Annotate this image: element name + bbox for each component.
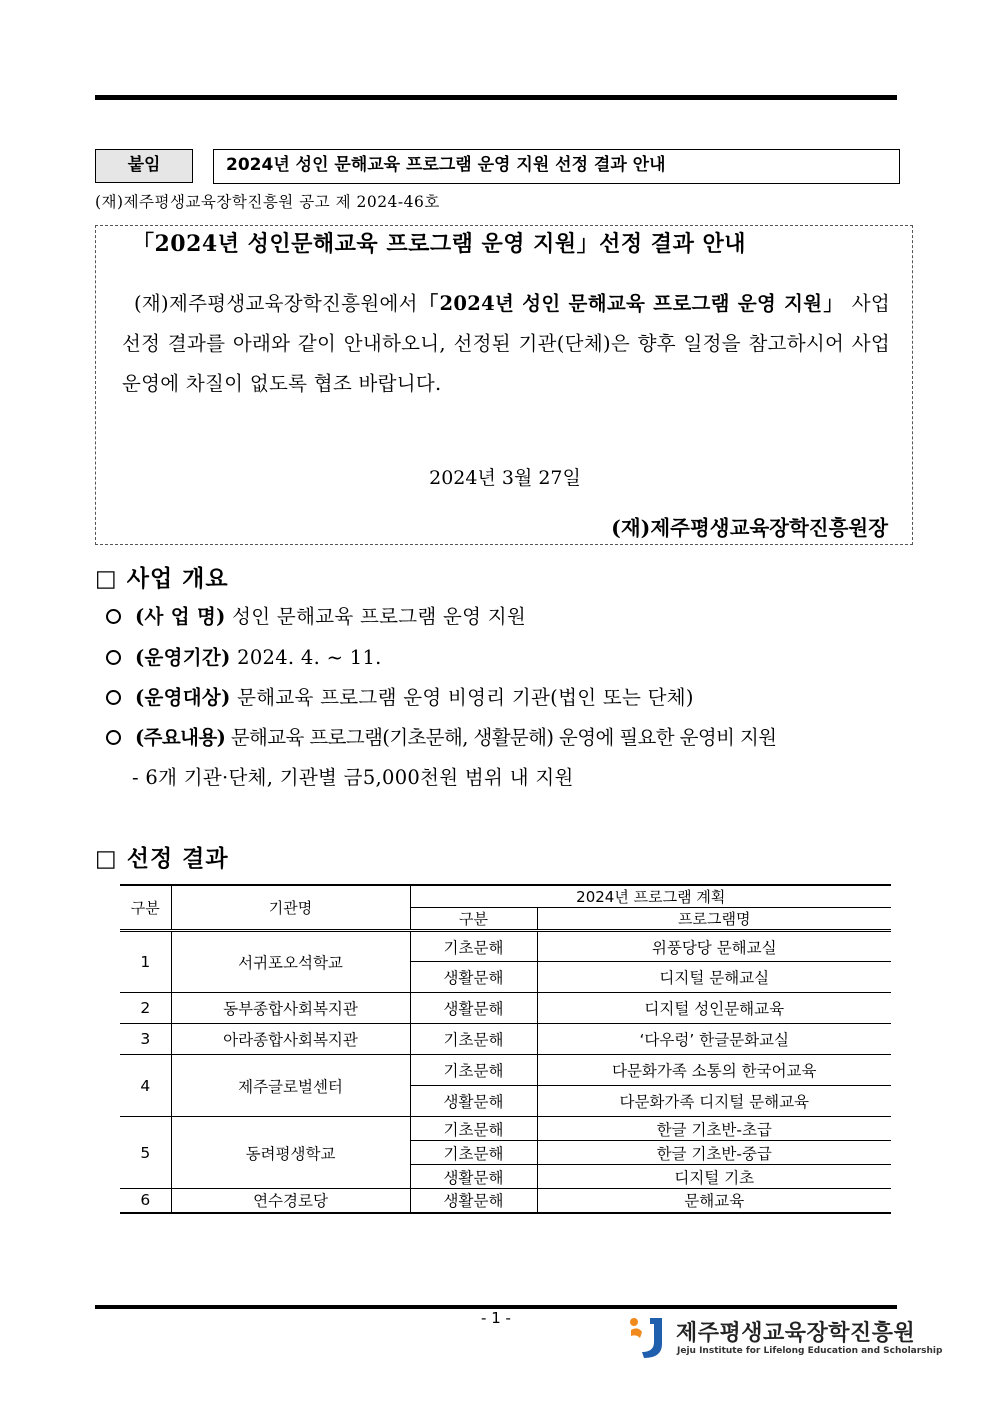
row-no: 1	[120, 931, 171, 993]
row-org: 아라종합사회복지관	[171, 1024, 410, 1055]
header-type: 구분	[410, 908, 537, 931]
row-program: 문해교육	[537, 1189, 891, 1213]
row-no: 4	[120, 1055, 171, 1117]
notice-heading: 「2024년 성인문해교육 프로그램 운영 지원」선정 결과 안내	[132, 231, 746, 257]
overview-value: 2024. 4. ~ 11.	[237, 646, 382, 669]
notice-number: (재)제주평생교육장학진흥원 공고 제 2024-46호	[95, 193, 440, 211]
row-type: 생활문해	[410, 962, 537, 993]
row-program: 디지털 기초	[537, 1165, 891, 1189]
row-no: 3	[120, 1024, 171, 1055]
top-rule	[95, 95, 897, 100]
circle-bullet-icon	[106, 650, 121, 665]
row-program: 디지털 문해교실	[537, 962, 891, 993]
row-type: 기초문해	[410, 1024, 537, 1055]
table-row	[120, 1189, 891, 1213]
overview-key: (주요내용)	[135, 726, 226, 749]
circle-bullet-icon	[106, 690, 121, 705]
notice-body-program: 「2024년 성인 문해교육 프로그램 운영 지원」	[417, 292, 845, 315]
overview-value: 문해교육 프로그램(기초문해, 생활문해) 운영에 필요한 운영비 지원	[230, 726, 777, 749]
attachment-label: 붙임	[95, 149, 193, 183]
table-row	[120, 993, 891, 1024]
overview-item-name	[106, 601, 526, 629]
row-org: 동부종합사회복지관	[171, 993, 410, 1024]
notice-body-suffix: 사업 선정 결과를 아래와 같이 안내하오니, 선정된 기관(단체)은 향후 일정을 참고하시어 사업 운영에 차질이 없도록 협조 바랍니다.	[122, 292, 891, 395]
row-program: ‘다우렁’ 한글문화교실	[537, 1024, 891, 1055]
overview-key: (운영기간)	[135, 646, 231, 669]
notice-body-prefix: (재)제주평생교육장학진흥원에서	[134, 292, 418, 315]
overview-sub-item: - 6개 기관·단체, 기관별 금5,000천원 범위 내 지원	[132, 766, 574, 789]
overview-key: (운영대상)	[135, 686, 231, 709]
table-row	[120, 1024, 891, 1055]
notice-date: 2024년 3월 27일	[429, 467, 581, 489]
header-no: 구분	[120, 885, 171, 931]
overview-value: 문해교육 프로그램 운영 비영리 기관(법인 또는 단체)	[237, 686, 694, 709]
results-title: □ 선정 결과	[95, 846, 229, 872]
table-row	[120, 931, 891, 962]
row-type: 생활문해	[410, 1189, 537, 1213]
institute-logo-name: 제주평생교육장학진흥원	[676, 1321, 916, 1346]
row-type: 기초문해	[410, 1117, 537, 1141]
row-org: 제주글로벌센터	[171, 1055, 410, 1117]
page-number: - 1 -	[481, 1309, 511, 1327]
header-plan: 2024년 프로그램 계획	[410, 885, 891, 908]
row-program: 디지털 성인문해교육	[537, 993, 891, 1024]
row-program: 다문화가족 디지털 문해교육	[537, 1086, 891, 1117]
overview-item-target	[106, 682, 694, 710]
row-no: 5	[120, 1117, 171, 1189]
row-type: 생활문해	[410, 1165, 537, 1189]
row-program: 다문화가족 소통의 한국어교육	[537, 1055, 891, 1086]
row-type: 기초문해	[410, 1141, 537, 1165]
overview-item-period	[106, 642, 382, 670]
institute-logo-subtitle: Jeju Institute for Lifelong Education and Scholarship	[677, 1346, 943, 1356]
attachment-title: 2024년 성인 문해교육 프로그램 운영 지원 선정 결과 안내	[213, 149, 900, 184]
row-org: 연수경로당	[171, 1189, 410, 1213]
row-type: 기초문해	[410, 1055, 537, 1086]
results-table	[120, 884, 891, 1214]
row-no: 2	[120, 993, 171, 1024]
row-org: 서귀포오석학교	[171, 931, 410, 993]
row-no: 6	[120, 1189, 171, 1213]
overview-item-content	[106, 722, 776, 750]
overview-value: 성인 문해교육 프로그램 운영 지원	[232, 605, 527, 628]
table-row	[120, 1117, 891, 1141]
circle-bullet-icon	[106, 730, 121, 745]
notice-body	[122, 284, 890, 404]
overview-title: □ 사업 개요	[95, 566, 229, 592]
institute-logo-icon	[628, 1316, 668, 1364]
row-type: 생활문해	[410, 1086, 537, 1117]
row-type: 생활문해	[410, 993, 537, 1024]
row-type: 기초문해	[410, 931, 537, 962]
overview-key: (사 업 명)	[135, 605, 226, 628]
table-header-row	[120, 885, 891, 908]
header-org: 기관명	[171, 885, 410, 931]
table-row	[120, 1055, 891, 1086]
circle-bullet-icon	[106, 609, 121, 624]
row-program: 한글 기초반-초급	[537, 1117, 891, 1141]
row-program: 한글 기초반-중급	[537, 1141, 891, 1165]
header-program: 프로그램명	[537, 908, 891, 931]
notice-signature: (재)제주평생교육장학진흥원장	[611, 516, 888, 540]
row-org: 동려평생학교	[171, 1117, 410, 1189]
row-program: 위풍당당 문해교실	[537, 931, 891, 962]
